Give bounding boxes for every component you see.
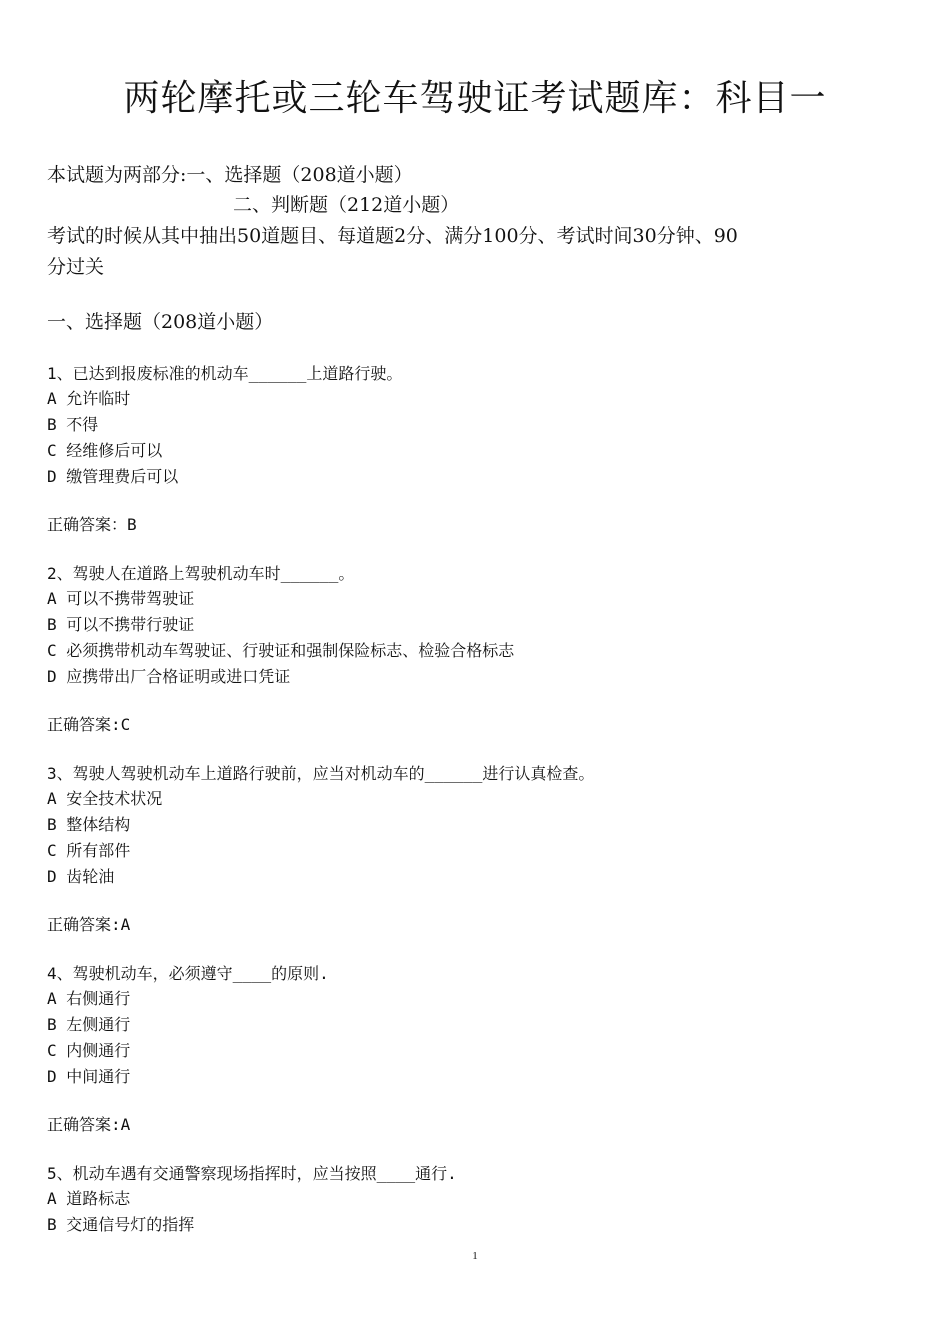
question-text: 1、已达到报废标准的机动车______上道路行驶。 xyxy=(47,364,403,383)
option-c: C 必须携带机动车驾驶证、行驶证和强制保险标志、检验合格标志 xyxy=(47,641,515,660)
option-d: D 中间通行 xyxy=(47,1067,131,1086)
option-d: D 齿轮油 xyxy=(47,867,115,886)
document-title: 两轮摩托或三轮车驾驶证考试题库：科目一 xyxy=(123,78,827,119)
option-b: B 交通信号灯的指挥 xyxy=(47,1215,195,1234)
option-d: D 应携带出厂合格证明或进口凭证 xyxy=(47,667,291,686)
answer-text: 正确答案:A xyxy=(47,915,131,934)
option-a: A 安全技术状况 xyxy=(47,789,163,808)
option-a: A 道路标志 xyxy=(47,1189,131,1208)
intro-line-exam-rules: 考试的时候从其中抽出50道题目、每道题2分、满分100分、考试时间30分钟、90 xyxy=(47,225,738,247)
section-heading-choice: 一、选择题（208道小题） xyxy=(47,311,274,333)
question-text: 3、驾驶人驾驶机动车上道路行驶前，应当对机动车的______进行认真检查。 xyxy=(47,764,595,783)
option-c: C 所有部件 xyxy=(47,841,131,860)
option-b: B 不得 xyxy=(47,415,99,434)
question-text: 2、驾驶人在道路上驾驶机动车时______。 xyxy=(47,564,355,583)
option-a: A 可以不携带驾驶证 xyxy=(47,589,195,608)
option-b: B 可以不携带行驶证 xyxy=(47,615,195,634)
option-a: A 允许临时 xyxy=(47,389,131,408)
option-a: A 右侧通行 xyxy=(47,989,131,1008)
intro-line-pass: 分过关 xyxy=(47,256,105,278)
answer-text: 正确答案:C xyxy=(47,715,131,734)
question-text: 5、机动车遇有交通警察现场指挥时，应当按照____通行. xyxy=(47,1164,457,1183)
option-b: B 整体结构 xyxy=(47,815,131,834)
option-b: B 左侧通行 xyxy=(47,1015,131,1034)
option-c: C 经维修后可以 xyxy=(47,441,163,460)
option-d: D 缴管理费后可以 xyxy=(47,467,179,486)
page-number: 1 xyxy=(472,1250,478,1262)
answer-text: 正确答案：B xyxy=(47,515,137,534)
answer-text: 正确答案:A xyxy=(47,1115,131,1134)
option-c: C 内侧通行 xyxy=(47,1041,131,1060)
intro-line-judgment: 二、判断题（212道小题） xyxy=(233,194,460,216)
intro-line-parts: 本试题为两部分:一、选择题（208道小题） xyxy=(47,164,413,186)
question-text: 4、驾驶机动车，必须遵守____的原则. xyxy=(47,964,329,983)
